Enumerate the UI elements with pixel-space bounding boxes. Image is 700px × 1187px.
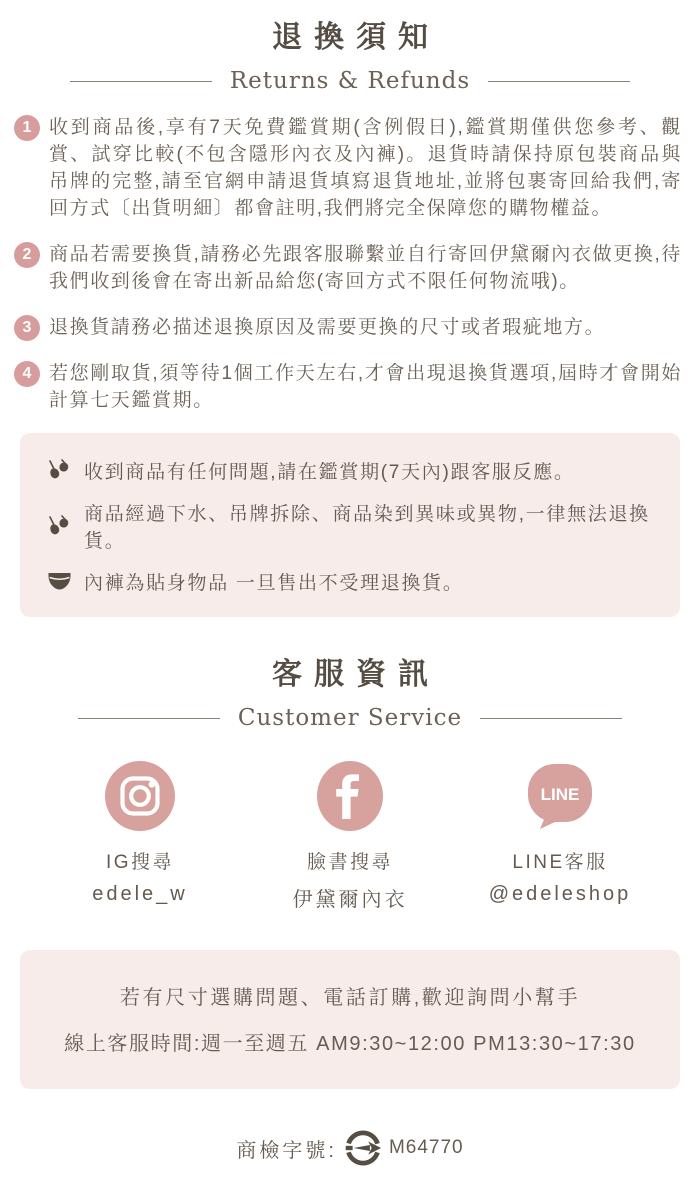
divider-line-right xyxy=(488,81,630,82)
note-text: 收到商品有任何問題,請在鑑賞期(7天內)跟客服反應。 xyxy=(84,462,575,483)
svg-text:LINE: LINE xyxy=(540,785,580,804)
step-number-badge: 3 xyxy=(14,315,40,341)
policy-item-text: 收到商品後,享有7天免費鑑賞期(含例假日),鑑賞期僅供您參考、觀賞、試穿比較(不包含隱形內衣及內褲)。退貨時請保持原包裝商品與吊牌的完整,請至官網申請退貨填寫退貨地址,並將包裹寄回給我們,寄回方式〔出貨明細〕都會註明,我們將完全保障您的購物權益。 xyxy=(49,117,682,219)
helper-box xyxy=(20,950,680,1089)
service-subtitle-row xyxy=(0,705,700,731)
divider-line-left xyxy=(70,81,212,82)
channel-handle: @edeleshop xyxy=(488,883,632,905)
bsmi-certification-icon xyxy=(344,1129,382,1167)
channel-handle: edele_w xyxy=(92,883,188,905)
channel-handle: 伊黛爾內衣 xyxy=(292,889,408,911)
bra-icon xyxy=(46,515,73,538)
certification-label: 商檢字號: xyxy=(236,1139,337,1162)
line-icon xyxy=(525,761,595,831)
divider-line-left xyxy=(78,718,220,719)
returns-title: 退換須知 xyxy=(272,21,440,54)
social-channels-row xyxy=(45,761,655,912)
policy-item-3 xyxy=(14,314,682,341)
note-row-2 xyxy=(46,499,664,553)
note-row-3 xyxy=(46,568,664,595)
service-header xyxy=(0,649,700,731)
service-subtitle: Customer Service xyxy=(237,705,463,731)
policy-item-2 xyxy=(14,241,682,295)
note-text: 商品經過下水、吊牌拆除、商品染到異味或異物,一律無法退換貨。 xyxy=(84,504,650,552)
panty-icon xyxy=(46,571,73,592)
policy-item-1 xyxy=(14,114,682,222)
policy-item-text: 退換貨請務必描述退換原因及需要更換的尺寸或者瑕疵地方。 xyxy=(49,317,606,338)
service-title: 客服資訊 xyxy=(272,658,440,691)
channel-facebook[interactable] xyxy=(255,761,445,912)
note-text: 內褲為貼身物品 一旦售出不受理退換貨。 xyxy=(84,573,464,594)
channel-label: IG搜尋 xyxy=(105,852,175,873)
returns-subtitle-row xyxy=(0,68,700,94)
channel-line[interactable] xyxy=(465,761,655,912)
returns-header xyxy=(0,12,700,94)
channel-instagram[interactable] xyxy=(45,761,235,912)
policy-item-text: 若您剛取貨,須等待1個工作天左右,才會出現退換貨選項,屆時才會開始計算七天鑑賞期。 xyxy=(49,363,682,411)
policy-item-4 xyxy=(14,360,682,414)
step-number-badge: 4 xyxy=(14,361,40,387)
facebook-icon xyxy=(315,761,385,831)
step-number-badge: 2 xyxy=(14,242,40,268)
channel-label: 臉書搜尋 xyxy=(306,852,393,873)
returns-subtitle: Returns & Refunds xyxy=(229,68,471,94)
helper-text: 若有尺寸選購問題、電話訂購,歡迎詢問小幫手 xyxy=(119,987,581,1009)
step-number-badge: 1 xyxy=(14,115,40,141)
certification-row xyxy=(0,1129,700,1187)
certification-code: M64770 xyxy=(388,1137,464,1158)
policy-item-text: 商品若需要換貨,請務必先跟客服聯繫並自行寄回伊黛爾內衣做更換,待我們收到後會在寄出新品給您(寄回方式不限任何物流哦)。 xyxy=(49,244,682,292)
returns-note-box xyxy=(20,433,680,617)
policy-list xyxy=(14,114,682,414)
instagram-icon xyxy=(105,761,175,831)
divider-line-right xyxy=(480,718,622,719)
note-row-1 xyxy=(46,457,664,484)
channel-label: LINE客服 xyxy=(512,852,608,873)
bra-icon xyxy=(46,459,73,482)
service-hours-text: 線上客服時間:週一至週五 AM9:30~12:00 PM13:30~17:30 xyxy=(64,1033,636,1055)
